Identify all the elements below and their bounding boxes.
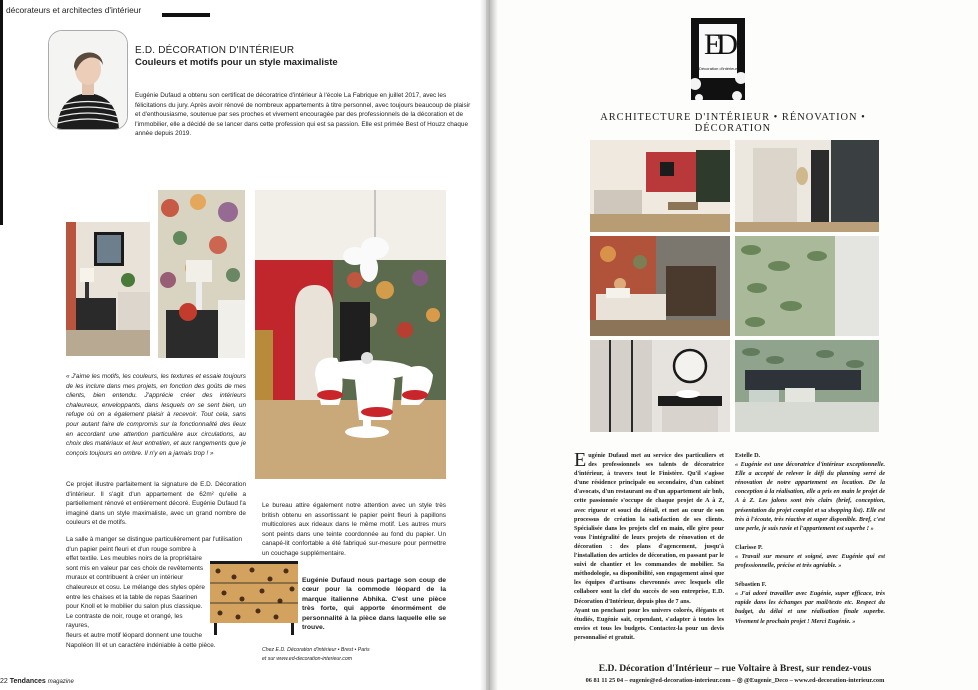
photo-hallway — [735, 140, 879, 232]
magazine-sub: magazine — [47, 679, 74, 685]
main-column-text: ugénie Dufaud met au service des particuliers et des professionnels ses talents de décoratrice d'intérieur, à travers tout le Finistère. Qu'il s'agisse d'une résidence principale ou secondaire, d'un cabinet d'avocats, d'un restaurant ou d'un appartement air bnb, cette passionnée s'occupe de chaque projet de A à Z, avec rigueur et souci du détail, et met au cœur de son processus de création la satisfaction de ses clients. Spécialisée dans les projets clef en main, elle gère pour vous l'intégralité de leurs projets de rénovation et de décoration : des plans d'agencement, jusqu'à l'installation des articles de décoration, en passant par le suivi de chantier et les commandes de mobilier. Sa méthodologie, sa disponibilité, son engagement ainsi que les équipes d'artisans chevronnés avec lesquels elle collabore sont la clef du succès de son entreprise, E.D. Décoration d'Intérieur, depuis plus de 7 ans. — [574, 452, 724, 605]
photo-bedroom — [590, 236, 730, 336]
testimonial-author: Sébastien F. — [735, 581, 767, 589]
body-paragraph-1: Ce projet illustre parfaitement la signature de E.D. Décoration d'intérieur. Il s'agit d'un appartement de 62m² qu'elle a partiellement rénové et entièrement décoré. Eugénie Dufaud l'a imaginé dans un style maximaliste, avec un grand nombre de couleurs et de motifs. — [66, 481, 246, 527]
photo-floral-wall — [158, 190, 245, 358]
tagline: ARCHITECTURE D'INTÉRIEUR • RÉNOVATION • DÉCORATION — [600, 112, 866, 134]
testimonial-text: « Travail sur mesure et soigné, avec Eugénie qui est professionnelle, précise et très agréable. » — [735, 552, 885, 570]
photo-living-corner — [66, 222, 150, 356]
testimonial-2 — [735, 543, 885, 570]
main-column-text-2: Ayant un penchant pour les univers colorés, élégants et étudiés, Eugénie sait, cependant, s'adapter à toutes les envies et tous les budgets. Contactez-la pour un devis personnalisé et gratuit. — [574, 606, 724, 641]
intro-paragraph: Eugénie Dufaud a obtenu son certificat de décoratrice d'intérieur à l'école La Fabrique en juillet 2017, avec les félicitations du jury. Après avoir rénové de nombreux appartements à titre personnel, avec toujours beaucoup de plaisir et d'enthousiasme, soutenue par ses proches et vivement encouragée par des professionnels de la décoration et de l'immobilier, elle a décidé de se lancer dans cette profession qui est sa passion. Elle est primée Best of Houzz chaque année depuis 2019. — [135, 92, 471, 138]
body2-line: pour Knoll et le mobilier du salon plus classique. — [66, 603, 203, 611]
photo-green-bedroom — [735, 340, 879, 432]
testimonial-author: Clarisse P. — [735, 543, 763, 551]
body2-line: Napoléon III et un caractère indéniable à cette pièce. — [66, 641, 216, 649]
header-rule — [162, 13, 210, 17]
footer-title: E.D. Décoration d'Intérieur – rue Voltaire à Brest, sur rendez-vous — [598, 663, 872, 674]
photo-dining-room — [255, 190, 446, 479]
photo-bathroom — [590, 340, 730, 432]
body2-line: d'un papier peint fleuri et d'un rouge sombre à — [66, 545, 196, 553]
headline: Couleurs et motifs pour un style maximaliste — [135, 57, 338, 68]
section-header: décorateurs et architectes d'intérieur — [6, 5, 142, 15]
magazine-name: Tendances — [9, 678, 46, 685]
testimonial-author: Estelle D. — [735, 452, 761, 459]
page-gutter-shadow — [480, 0, 498, 690]
portrait — [48, 30, 128, 130]
left-edge-bar — [0, 0, 3, 225]
left-page — [0, 0, 486, 690]
right-page — [490, 0, 978, 690]
logo-letters: ED — [704, 28, 732, 61]
body2-line: Le contraste de noir, rouge et orangé, les rayures, — [66, 612, 183, 630]
testimonials — [735, 451, 885, 626]
body2-line: La salle à manger se distingue particulièrement par l'utilisation — [66, 536, 242, 543]
body2-line: fleurs et autre motif léopard donnent une touche — [66, 631, 203, 639]
testimonial-1 — [735, 451, 885, 533]
body2-line: sont mis en valeur par ces choix de revêtements — [66, 564, 204, 572]
folio — [0, 678, 74, 685]
photo-leopard-commode — [206, 555, 302, 637]
body-paragraph-3: Le bureau attire également notre attention avec un style très british obtenu en assortissant le papier peint fleuri à papillons multicolores aux rideaux dans le même motif. Les autres murs sont peints dans une teinte coordonnée au fond du papier. Un canapé-lit confortable a été fabriqué sur-mesure pour permettre un couchage supplémentaire. — [262, 502, 446, 557]
footer-contact: 06 81 11 25 04 – eugenie@ed-decoration-interieur.com – ◎ @Eugenie_Deco – www.ed-decoration-interieur.com — [585, 677, 885, 684]
testimonial-text: « J'ai adoré travailler avec Eugénie, super efficace, très rapide dans les échanges par mail/texto etc. Respect du budget, du délai et une réalisation finale superbe. Vivement le prochain projet ! Merci Eugénie. » — [735, 590, 885, 625]
highlight-paragraph: Eugénie Dufaud nous partage son coup de cœur pour la commode léopard de la marque italienne Abhika. C'est une pièce très forte, qui apporte énormément de personnalité à la pièce dans laquelle elle se trouve. — [302, 577, 446, 632]
page-number: 22 — [0, 678, 8, 685]
photo-living-room — [590, 140, 730, 232]
photo-caption: Chez E.D. Décoration d'intérieur • Brest • Paris — [262, 647, 370, 653]
logo-caption: Décoration d'intérieur — [699, 66, 737, 71]
main-column — [574, 451, 724, 642]
drop-cap: E — [574, 449, 587, 471]
photo-botanical-wall — [735, 236, 879, 336]
testimonial-3 — [735, 580, 885, 625]
photo-caption-website: et sur www.ed-decoration-interieur.com — [262, 656, 353, 662]
body2-line: muraux et contribuent à créer un intérieur — [66, 574, 184, 582]
designer-quote: « J'aime les motifs, les couleurs, les textures et essaie toujours de les inclure dans mes projets, en fonction des goûts de mes clients, bien entendu. J'apprécie créer des intérieurs chaleureux, enveloppants, dans lesquels on se sent bien, un refuge où on a également plaisir à recevoir. Tout cela, sans pour autant faire de compromis sur la fonctionnalité des lieux en accordant une attention particulière aux circulations, au choix des matériaux et leur entretien, et aux rangements que je conçois toujours en ombre. Il n'y en a jamais trop ! » — [66, 373, 246, 457]
brand-logo — [691, 18, 745, 100]
company-name: E.D. DÉCORATION D'INTÉRIEUR — [135, 45, 295, 56]
body2-line: chaleureux et cosu. Le mélange des styles opère — [66, 583, 205, 591]
body2-line: effet textile. Les meubles noirs de la propriétaire — [66, 555, 202, 563]
body2-line: entre les chaises et la table de repas Saarinen — [66, 593, 198, 601]
testimonial-text: « Eugénie est une décoratrice d'intérieur exceptionnelle. Elle a accepté de relever le défi du planning serré de rénovation de notre appartement en location. De la conception à la réalisation, elle a pris en main le projet de A à Z. Les jalons sont très clairs (brief, conception, présentation du projet complet et sa shopping list). Elle est très à l'écoute, très réactive et super disponible. Bref, c'est une perle, je suis ravie et l'appartement est superbe ! » — [735, 461, 885, 532]
